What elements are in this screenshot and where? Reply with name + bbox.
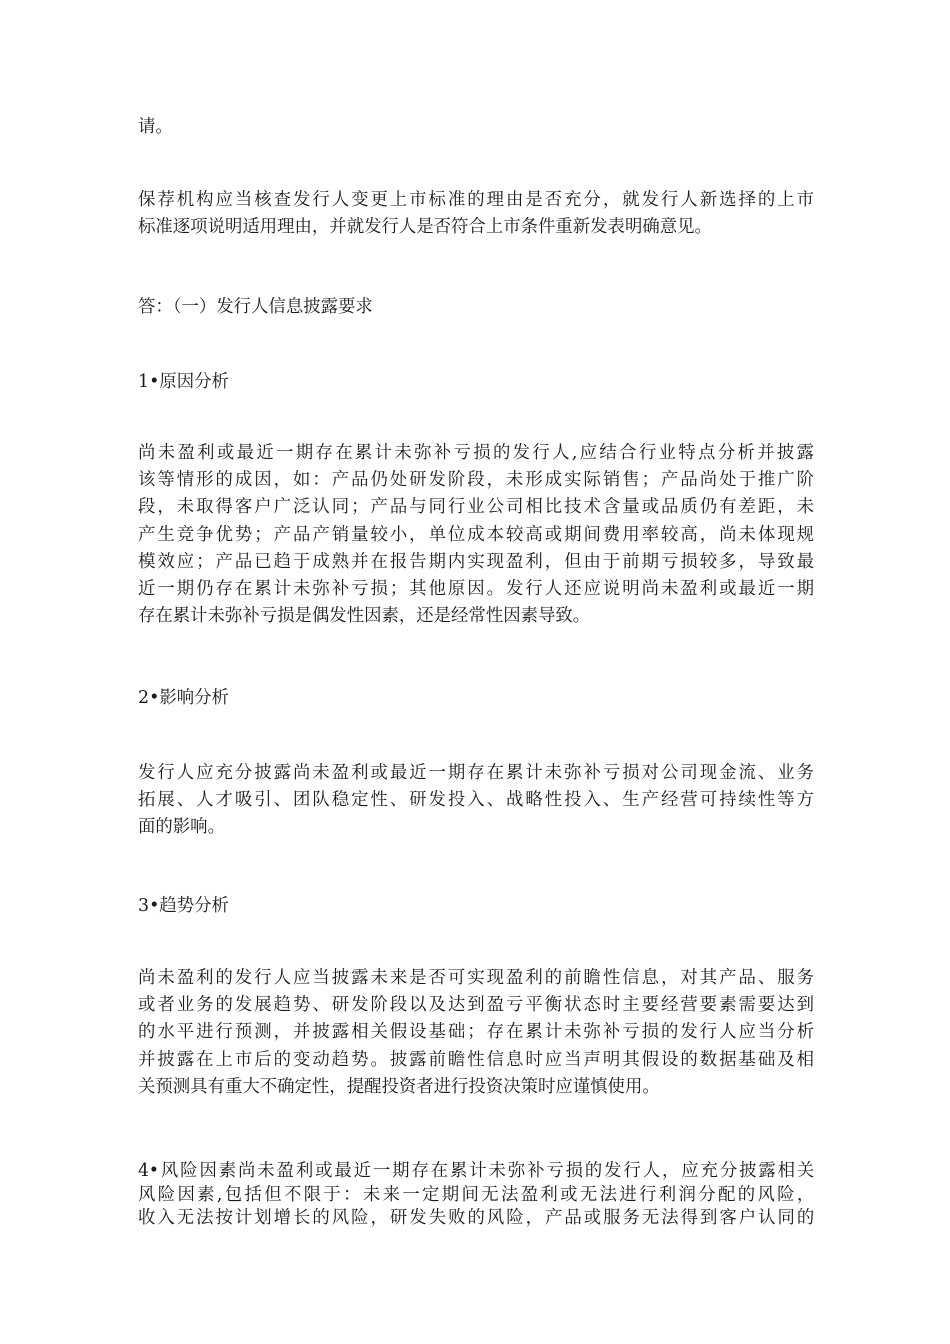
paragraph-trend-analysis — [138, 965, 814, 1101]
text-line: 发行人应充分披露尚未盈利或最近一期存在累计未弥补亏损对公司现金流、业务 — [138, 763, 814, 783]
text-line: 关预测具有重大不确定性，提醒投资者进行投资决策时应谨慎使用。 — [138, 1076, 660, 1097]
text-line: 该等情形的成因，如：产品仍处研发阶段，未形成实际销售；产品尚处于推广阶 — [138, 470, 814, 491]
text-line: 近一期仍存在累计未弥补亏损；其他原因。发行人还应说明尚未盈利或最近一期 — [138, 579, 814, 600]
paragraph-continuation — [138, 114, 814, 141]
text-line: 模效应；产品已趋于成熟并在报告期内实现盈利，但由于前期亏损较多，导致最 — [138, 551, 814, 572]
text-line: 4•风险因素尚未盈利或最近一期存在累计未弥补亏损的发行人，应充分披露相关 — [138, 1161, 814, 1181]
section-heading-impact-analysis: 2•影响分析 — [138, 688, 229, 708]
paragraph-impact-analysis — [138, 760, 814, 842]
text-line: 段，未取得客户广泛认同；产品与同行业公司相比技术含量或品质仍有差距，未 — [138, 497, 814, 518]
paragraph-cause-analysis — [138, 440, 814, 630]
text-line: 请。 — [138, 117, 173, 137]
paragraph-sponsor-verification — [138, 187, 814, 241]
text-line: 面的影响。 — [138, 817, 225, 838]
text-line: 尚未盈利的发行人应当披露未来是否可实现盈利的前瞻性信息，对其产品、服务 — [138, 968, 814, 988]
text-line: 或者业务的发展趋势、研发阶段以及达到盈亏平衡状态时主要经营要素需要达到 — [138, 995, 814, 1016]
text-line: 保荐机构应当核查发行人变更上市标准的理由是否充分，就发行人新选择的上市 — [138, 190, 814, 210]
answer-heading: 答：（一）发行人信息披露要求 — [138, 297, 373, 317]
section-heading-trend-analysis: 3•趋势分析 — [138, 896, 229, 916]
text-line: 收入无法按计划增长的风险，研发失败的风险，产品或服务无法得到客户认同的 — [138, 1208, 814, 1228]
paragraph-risk-factors — [138, 1160, 814, 1231]
text-line: 拓展、人才吸引、团队稳定性、研发投入、战略性投入、生产经营可持续性等方 — [138, 790, 814, 811]
text-line: 尚未盈利或最近一期存在累计未弥补亏损的发行人,应结合行业特点分析并披露 — [138, 443, 814, 463]
text-line: 标准逐项说明适用理由，并就发行人是否符合上市条件重新发表明确意见。 — [138, 217, 712, 238]
text-line: 的水平进行预测，并披露相关假设基础；存在累计未弥补亏损的发行人应当分析 — [138, 1022, 814, 1043]
text-line: 存在累计未弥补亏损是偶发性因素，还是经常性因素导致。 — [138, 606, 591, 627]
text-line: 风险因素,包括但不限于：未来一定期间无法盈利或无法进行利润分配的风险， — [138, 1184, 814, 1205]
text-line: 产生竞争优势；产品产销量较小，单位成本较高或期间费用率较高，尚未体现规 — [138, 524, 814, 545]
text-line: 并披露在上市后的变动趋势。披露前瞻性信息时应当声明其假设的数据基础及相 — [138, 1049, 814, 1070]
section-heading-cause-analysis: 1•原因分析 — [138, 372, 229, 392]
